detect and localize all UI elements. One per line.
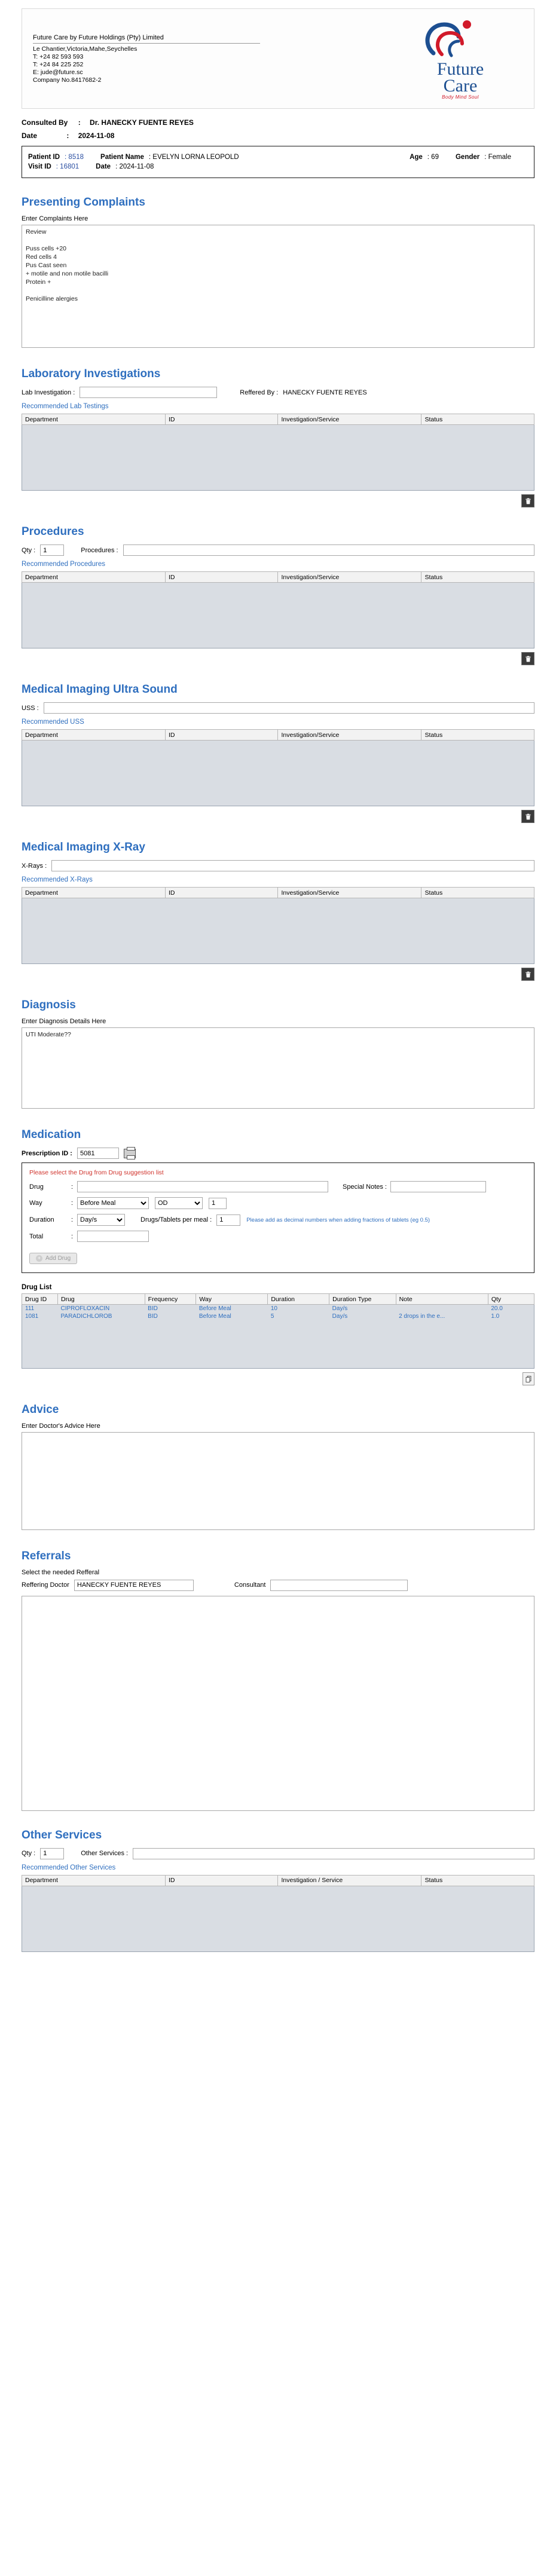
company-tel-1: T: +24 82 593 593	[33, 53, 84, 60]
drug-cell-frequency: BID	[148, 1305, 158, 1312]
print-prescription-icon[interactable]	[124, 1149, 136, 1158]
add-drug-label: Add Drug	[45, 1255, 71, 1262]
patient-name-value: : EVELYN LORNA LEOPOLD	[148, 154, 239, 161]
drug-col-note: Note	[396, 1294, 488, 1305]
drug-cell-note: 2 drops in the e...	[399, 1313, 445, 1320]
referrals-panel[interactable]	[22, 1596, 534, 1811]
lab-col-id: ID	[165, 414, 278, 425]
consultation-date-value: 2024-11-08	[78, 131, 115, 140]
referring-doctor-label: Reffering Doctor	[22, 1581, 69, 1589]
recommended-other-services-link[interactable]: Recommended Other Services	[22, 1864, 116, 1871]
other-services-grid	[22, 1875, 534, 1952]
company-email: E: jude@future.sc	[33, 69, 83, 76]
diagnosis-textarea[interactable]	[22, 1027, 534, 1109]
procedures-delete-icon[interactable]	[521, 652, 534, 665]
lab-investigation-input[interactable]	[80, 387, 217, 398]
procedures-grid	[22, 571, 534, 648]
lab-empty-rows	[22, 425, 534, 491]
referring-doctor-row	[22, 1580, 534, 1591]
company-tel-2: T: +24 84 225 252	[33, 61, 84, 68]
visit-date-value: : 2024-11-08	[115, 163, 154, 170]
drug-list-copy-icon[interactable]	[523, 1372, 534, 1385]
uss-col-service: Investigation/Service	[278, 730, 421, 741]
drug-cell-duration-type: Day/s	[332, 1313, 348, 1320]
per-meal-label: Drugs/Tablets per meal :	[140, 1216, 212, 1223]
consulted-by-row	[22, 118, 534, 127]
drug-list-grid	[22, 1293, 534, 1369]
other-services-empty-rows	[22, 1886, 534, 1951]
referrals-sublabel: Select the needed Refferal	[22, 1568, 100, 1576]
presenting-complaints-sublabel: Enter Complaints Here	[22, 215, 88, 222]
drug-colon: :	[71, 1183, 74, 1191]
procedures-grid-wrap	[22, 571, 534, 648]
drug-col-qty: Qty	[488, 1294, 534, 1305]
other-services-heading: Other Services	[22, 1828, 102, 1841]
recommended-lab-testings-link[interactable]: Recommended Lab Testings	[22, 403, 109, 410]
total-input[interactable]	[77, 1231, 149, 1242]
ultra-sound-heading: Medical Imaging Ultra Sound	[22, 683, 178, 696]
drug-cell-drug: PARADICHLOROB	[60, 1313, 112, 1320]
other-col-service: Investigation / Service	[278, 1875, 421, 1886]
letterhead	[22, 8, 534, 109]
other-col-department: Department	[22, 1875, 166, 1886]
presenting-complaints-textarea[interactable]	[22, 225, 534, 348]
duration-label: Duration	[29, 1216, 54, 1223]
company-address: Le Chantier,Victoria,Mahe,Seychelles	[33, 45, 138, 53]
uss-input[interactable]	[44, 702, 534, 714]
drug-input[interactable]	[77, 1181, 328, 1192]
xray-col-service: Investigation/Service	[278, 888, 421, 898]
patient-name-label: Patient Name	[100, 154, 144, 161]
diagnosis-heading: Diagnosis	[22, 999, 76, 1011]
table-row[interactable]	[22, 1313, 534, 1320]
consultation-form-page	[0, 8, 556, 1976]
drug-cell-duration: 10	[270, 1305, 277, 1312]
procedures-heading: Procedures	[22, 525, 84, 538]
procedures-input[interactable]	[123, 544, 534, 556]
consultation-date-label: Date	[22, 131, 38, 140]
lab-results-grid	[22, 414, 534, 491]
drug-col-drug: Drug	[57, 1294, 145, 1305]
consultant-label: Consultant	[234, 1581, 266, 1589]
advice-textarea[interactable]	[22, 1432, 534, 1530]
lab-referred-by-value: HANECKY FUENTE REYES	[283, 388, 367, 396]
xray-col-id: ID	[165, 888, 278, 898]
recommended-xrays-link[interactable]: Recommended X-Rays	[22, 876, 93, 883]
xray-col-status: Status	[421, 888, 534, 898]
prescription-id-input[interactable]	[77, 1148, 119, 1159]
uss-delete-row	[22, 810, 534, 823]
drug-cell-way: Before Meal	[198, 1313, 231, 1320]
procedures-label: Procedures :	[81, 546, 118, 554]
referrals-heading: Referrals	[22, 1549, 71, 1562]
logo-tagline: Body Mind Soul	[442, 94, 479, 100]
patient-id-value: : 8518	[65, 154, 84, 161]
logo-mark-icon	[416, 17, 505, 59]
patient-age-label: Age	[410, 154, 423, 161]
way-row	[29, 1197, 527, 1209]
patient-id-label: Patient ID	[28, 154, 60, 161]
drug-col-frequency: Frequency	[145, 1294, 196, 1305]
diagnosis-sublabel: Enter Diagnosis Details Here	[22, 1018, 106, 1025]
lab-delete-row	[22, 494, 534, 507]
xray-grid	[22, 887, 534, 964]
procedures-delete-row	[22, 652, 534, 665]
uss-grid	[22, 729, 534, 806]
total-colon: :	[71, 1232, 74, 1240]
drug-cell-qty: 20.0	[491, 1305, 503, 1312]
drug-col-way: Way	[196, 1294, 268, 1305]
duration-unit-select[interactable]	[77, 1214, 125, 1226]
drug-list-grid-wrap	[22, 1293, 534, 1369]
xray-row	[22, 860, 534, 871]
uss-empty-rows	[22, 741, 534, 806]
logo	[398, 17, 523, 100]
advice-heading: Advice	[22, 1403, 59, 1416]
lab-results-grid-wrap	[22, 414, 534, 491]
consulted-by-separator: :	[78, 118, 81, 127]
xray-grid-wrap	[22, 887, 534, 964]
logo-word-care: Care	[443, 76, 478, 96]
xray-label: X-Rays :	[22, 862, 47, 870]
recommended-uss-link[interactable]: Recommended USS	[22, 718, 84, 726]
procedures-col-service: Investigation/Service	[278, 572, 421, 583]
advice-sublabel: Enter Doctor's Advice Here	[22, 1422, 100, 1430]
drug-cell-way: Before Meal	[198, 1305, 231, 1312]
consultation-date-separator: :	[66, 131, 69, 140]
xray-col-department: Department	[22, 888, 166, 898]
prescription-id-label: Prescription ID :	[22, 1149, 72, 1157]
visit-date-label: Date	[96, 163, 111, 170]
visit-id-value: : 16801	[56, 163, 80, 170]
drug-col-duration: Duration	[268, 1294, 329, 1305]
presenting-complaints-heading: Presenting Complaints	[22, 196, 145, 209]
drug-cell-frequency: BID	[148, 1313, 158, 1320]
other-col-status: Status	[421, 1875, 534, 1886]
other-col-id: ID	[165, 1875, 278, 1886]
procedures-row	[22, 544, 534, 556]
patient-info-box	[22, 146, 534, 178]
uss-delete-icon[interactable]	[521, 810, 534, 823]
uss-col-status: Status	[421, 730, 534, 741]
other-services-qty-input[interactable]	[40, 1848, 64, 1859]
add-icon: +	[36, 1255, 42, 1262]
procedures-empty-rows	[22, 583, 534, 648]
uss-col-department: Department	[22, 730, 166, 741]
consulted-by-value: Dr. HANECKY FUENTE REYES	[90, 118, 194, 127]
medication-entry-panel	[22, 1162, 534, 1273]
procedures-col-id: ID	[165, 572, 278, 583]
lab-col-status: Status	[421, 414, 534, 425]
total-label: Total	[29, 1232, 44, 1240]
drug-row	[29, 1181, 527, 1192]
recommended-procedures-link[interactable]: Recommended Procedures	[22, 561, 105, 568]
drug-list-title: Drug List	[22, 1284, 52, 1291]
drug-cell-note	[396, 1305, 488, 1313]
company-name: Future Care by Future Holdings (Pty) Limited	[33, 34, 260, 44]
procedures-col-status: Status	[421, 572, 534, 583]
per-meal-hint: Please add as decimal numbers when adding fractions of tablets (eg 0.5)	[246, 1216, 430, 1223]
prescription-id-row	[22, 1148, 534, 1159]
way-label: Way	[29, 1200, 42, 1207]
patient-info-row-1	[28, 154, 528, 161]
drug-selection-warning: Please select the Drug from Drug suggestion list	[29, 1169, 164, 1176]
procedures-qty-input[interactable]	[40, 544, 64, 556]
other-services-row	[22, 1848, 534, 1859]
xray-input[interactable]	[51, 860, 534, 871]
drug-cell-drug: CIPROFLOXACIN	[60, 1305, 110, 1312]
procedures-qty-label: Qty :	[22, 546, 36, 554]
way-colon: :	[71, 1200, 74, 1207]
consultant-input[interactable]	[270, 1580, 408, 1591]
lab-col-department: Department	[22, 414, 166, 425]
uss-grid-wrap	[22, 729, 534, 806]
duration-colon: :	[71, 1216, 74, 1223]
duration-row	[29, 1214, 527, 1226]
other-services-qty-label: Qty :	[22, 1850, 36, 1857]
frequency-select[interactable]	[155, 1197, 203, 1209]
drug-cell-duration-type: Day/s	[332, 1305, 348, 1312]
special-notes-input[interactable]	[390, 1181, 486, 1192]
other-services-grid-wrap	[22, 1875, 534, 1952]
lab-col-service: Investigation/Service	[278, 414, 421, 425]
uss-col-id: ID	[165, 730, 278, 741]
drug-cell-qty: 1.0	[491, 1313, 500, 1320]
laboratory-investigations-heading: Laboratory Investigations	[22, 368, 161, 380]
xray-empty-rows	[22, 898, 534, 964]
logo-word-future: Future	[436, 59, 484, 79]
add-drug-button[interactable]	[29, 1253, 77, 1264]
xray-delete-row	[22, 968, 534, 981]
patient-gender-value: : Female	[484, 154, 511, 161]
drug-col-duration-type: Duration Type	[329, 1294, 396, 1305]
lab-investigation-label: Lab Investigation :	[22, 388, 75, 396]
patient-age-value: : 69	[427, 154, 439, 161]
patient-gender-label: Gender	[455, 154, 480, 161]
lab-investigation-row	[22, 387, 534, 398]
other-services-label: Other Services :	[81, 1850, 129, 1857]
xray-delete-icon[interactable]	[521, 968, 534, 981]
procedures-col-department: Department	[22, 572, 166, 583]
lab-referred-by-label: Reffered By :	[240, 388, 279, 396]
medication-heading: Medication	[22, 1128, 81, 1141]
per-meal-input[interactable]	[216, 1214, 240, 1226]
referring-doctor-input[interactable]	[74, 1580, 194, 1591]
drug-list-delete-row	[22, 1372, 534, 1385]
uss-row	[22, 702, 534, 714]
frequency-count-input[interactable]	[209, 1198, 227, 1209]
total-row	[29, 1231, 527, 1242]
special-notes-label: Special Notes :	[343, 1183, 387, 1191]
drug-col-id: Drug ID	[22, 1294, 58, 1305]
company-registration-number: Company No.8417682-2	[33, 77, 102, 84]
visit-id-label: Visit ID	[28, 163, 51, 170]
drug-label: Drug	[29, 1183, 44, 1191]
consultation-date-row	[22, 131, 534, 140]
table-row[interactable]	[22, 1305, 534, 1313]
uss-label: USS :	[22, 704, 39, 712]
lab-delete-icon[interactable]	[521, 494, 534, 507]
letterhead-text	[33, 33, 398, 84]
xray-heading: Medical Imaging X-Ray	[22, 841, 145, 853]
drug-list-empty-rows	[22, 1320, 534, 1368]
patient-info-row-2	[28, 163, 528, 170]
drug-cell-duration: 5	[270, 1313, 274, 1320]
other-services-input[interactable]	[133, 1848, 534, 1859]
drug-cell-id: 111	[25, 1305, 35, 1312]
consulted-by-label: Consulted By	[22, 118, 68, 127]
way-select[interactable]	[77, 1197, 149, 1209]
drug-cell-id: 1081	[25, 1313, 39, 1320]
